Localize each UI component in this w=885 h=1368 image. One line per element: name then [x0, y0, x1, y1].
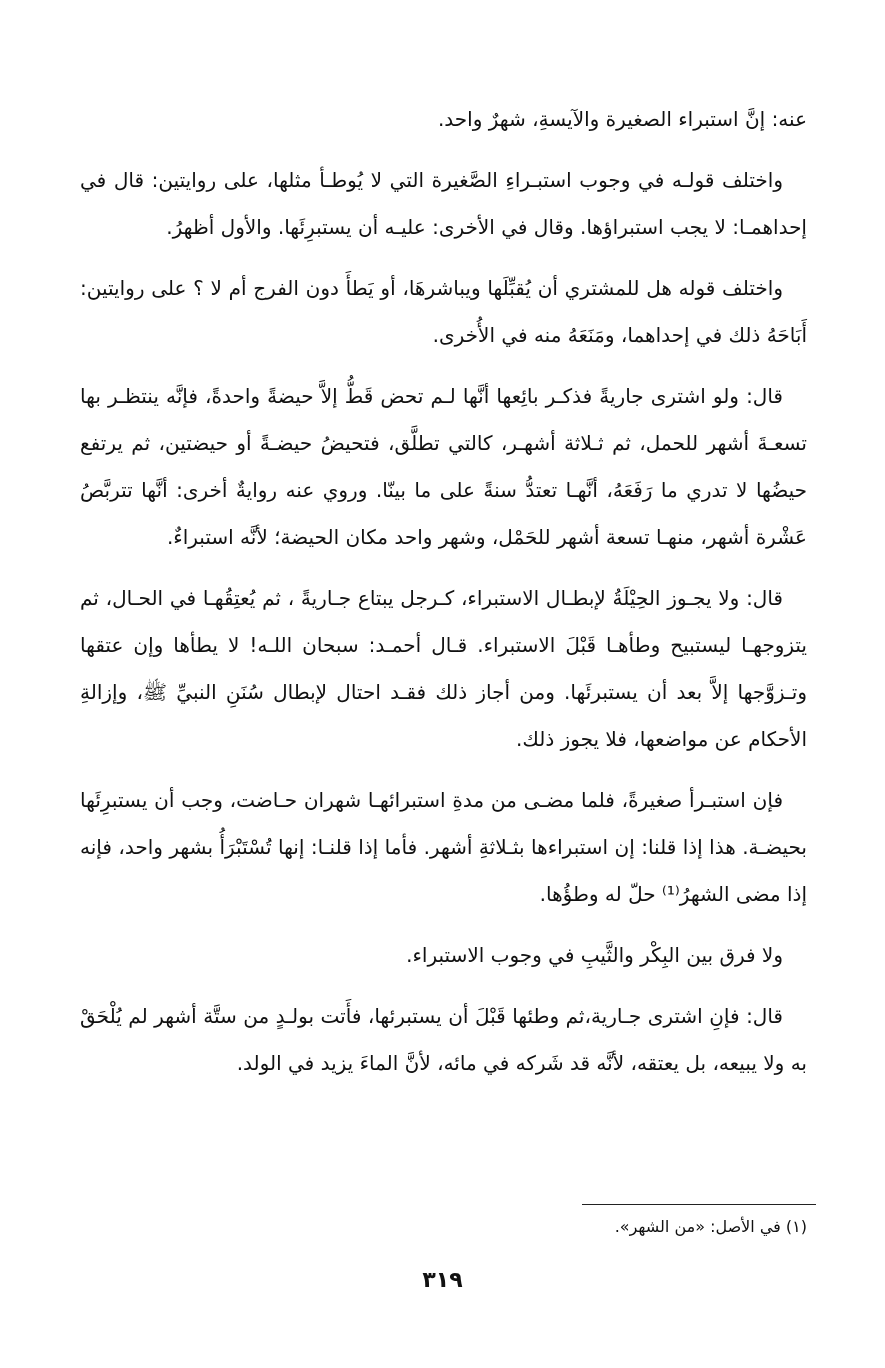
paragraph-2: واختلف قولـه في وجوب استبـراءِ الصَّغيرة التي لا يُوطـأ مثلها، على روايتين: قال في إحداهمـا: لا يجب استبراؤها. وقال في الأخرى: عليـه أن يستبرِئَها. والأول أظهرُ. — [80, 168, 807, 239]
paragraph-7: ولا فرق بين البِكْر والثَّيبِ في وجوب الاستبراء. — [406, 943, 783, 967]
paragraph-1: عنه: إنَّ استبراء الصغيرة والآيسةِ، شهرٌ واحد. — [437, 107, 807, 131]
paragraph-8: قال: فإنِ اشترى جـارية،ثم وطئها قَبْلَ أن يستبرئها، فأَتت بولـدٍ من ستَّة أشهر لم يُلْحَقْ به ولا يبيعه، بل يعتقه، لأنَّه قد شَركه في مائه، لأنَّ الماءَ يزيد في الولد. — [80, 1004, 807, 1075]
paragraph-3: واختلف قوله هل للمشتري أن يُقبِّلَها ويباشرهَا، أو يَطأَ دون الفرج أم لا ؟ على روايتين: أَبَاحَهُ ذلك في إحداهما، ومَنَعَهُ منه في الأُخرى. — [80, 276, 807, 347]
main-text — [80, 96, 807, 1101]
footnote: (١) في الأصل: «من الشهر». — [614, 1217, 807, 1236]
paragraph-4: قال: ولو اشترى جاريةً فذكـر بائِعها أنَّها لـم تحض قَطُّ إلاَّ حيضةً واحدةً، فإنَّه ينتظـر بها تسعـةَ أشهر للحمل، ثم ثـلاثة أشهـر، كالتي تطلَّق، فتحيضُ حيضـةً أو حيضتين، ثم يرتفع حيضُها لا تدري ما رَفَعَهُ، أنَّهـا تعتدُّ سنةً على ما بينّا. وروي عنه روايةٌ أخرى: أنَّها تتربَّصُ عَشْرة أشهر، منهـا تسعة أشهر للحَمْل، وشهر واحد مكان الحيضة؛ لأنَّه استبراءٌ. — [80, 384, 807, 549]
paragraph-5: قال: ولا يجـوز الحِيْلَةُ لإبطـال الاستبراء، كـرجل يبتاع جـاريةً ، ثم يُعتِقُهـا في الحـال، ثم يتزوجهـا ليستبيح وطأهـا قَبْلَ الاستبراء. قـال أحمـد: سبحان اللـه! لا يطأها وإن عتقها وتـزوَّجها إلاَّ بعد أن يستبرئَها. ومن أجاز ذلك فقـد احتال لإبطال سُنَنِ النبيِّ ﷺ، وإزالةِ الأحكام عن مواضعها، فلا يجوز ذلك. — [80, 586, 807, 751]
footnote-divider — [582, 1204, 816, 1205]
page-number: ٣١٩ — [422, 1268, 463, 1293]
paragraph-6: فإن استبـرأ صغيرةً، فلما مضـى من مدةِ استبرائهـا شهران حـاضت، وجب أن يستبرِئَها بحيضـة. هذا إذا قلنا: إن استبراءها بثـلاثةِ أشهر. فأما إذا قلنـا: إنها تُسْتَبْرَأُ بشهر واحد، فإنه إذا مضى الشهرُ⁽¹⁾ حلّ له وطؤُها. — [80, 788, 807, 906]
